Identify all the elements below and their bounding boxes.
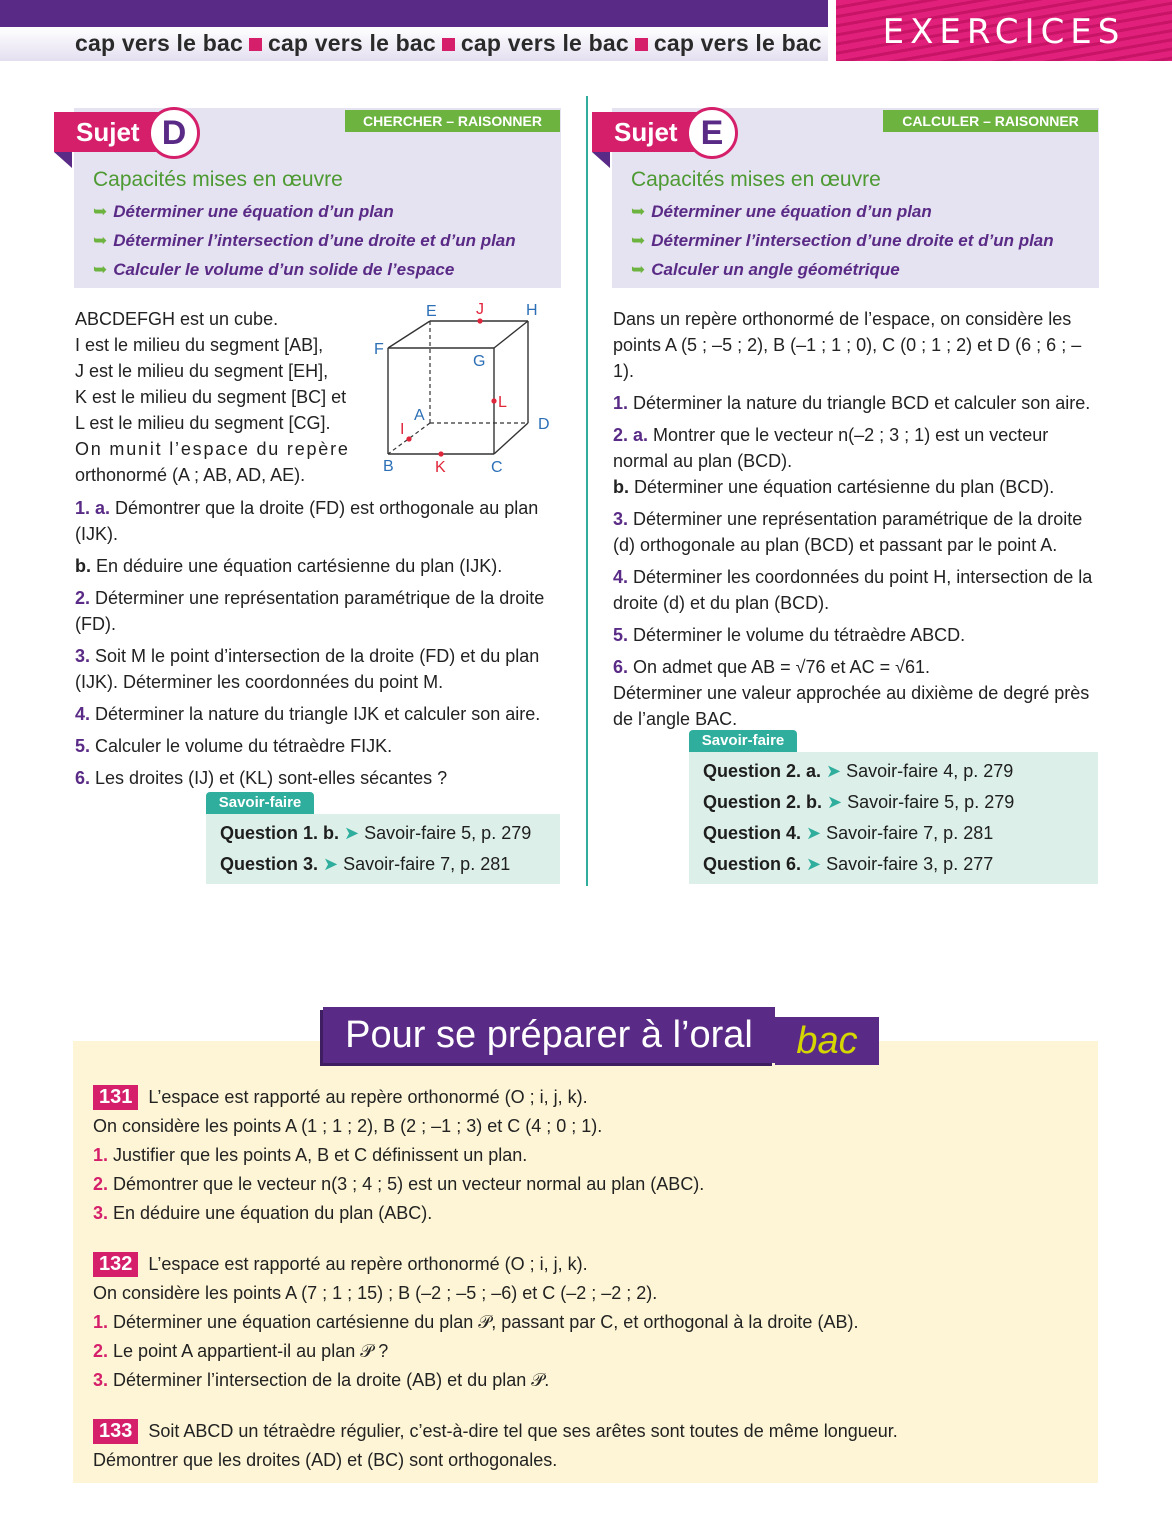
sujet-d-intro: ABCDEFGH est un cube. I est le milieu du segment [AB], J est le milieu du segment [EH], K est le milieu du segment [BC] et L est le milieu du segment [CG]. On munit l’espace du repère orthonormé (A ; AB, AD, AE). bbox=[75, 309, 350, 485]
sujet-e-cap-title: Capacités mises en œuvre bbox=[631, 168, 881, 191]
question-4: 4. Déterminer les coordonnées du point H, intersection de la droite (d) et du plan (BCD). bbox=[613, 567, 1093, 613]
question-3: 3. Soit M le point d’intersection de la droite (FD) et du plan (IJK). Déterminer les coordonnées du point M. bbox=[75, 646, 540, 692]
section-title: EXERCICES bbox=[882, 12, 1126, 52]
square-icon bbox=[249, 38, 262, 51]
oral-exercises bbox=[93, 1083, 1083, 1475]
question-3: 3. Déterminer une représentation paramétrique de la droite (d) orthogonale au plan (BCD) et passant par le point A. bbox=[613, 509, 1083, 555]
question-2a: 2. a. Montrer que le vecteur n(–2 ; 3 ; 1) est un vecteur normal au plan (BCD). bbox=[613, 425, 1049, 471]
sujet-d-savoir-faire-box bbox=[206, 814, 560, 884]
sujet-e-cap-item: ➥ Déterminer une équation d’un plan bbox=[631, 202, 932, 221]
triangle-right-icon: ➤ bbox=[344, 823, 360, 843]
cube-label-l: L bbox=[498, 394, 507, 411]
savoir-faire-line: Question 4. ➤ Savoir-faire 7, p. 281 bbox=[703, 823, 994, 843]
arrow-right-icon: ➥ bbox=[631, 260, 646, 279]
sujet-e-cap-item: ➥ Calculer un angle géométrique bbox=[631, 260, 900, 279]
triangle-right-icon: ➤ bbox=[806, 854, 822, 874]
exercise-number: 131 bbox=[93, 1085, 138, 1110]
triangle-right-icon: ➤ bbox=[806, 823, 822, 843]
question-2: 2. Déterminer une représentation paramétrique de la droite (FD). bbox=[75, 588, 545, 634]
savoir-faire-line: Question 2. b. ➤ Savoir-faire 5, p. 279 bbox=[703, 792, 1015, 812]
arrow-right-icon: ➥ bbox=[631, 202, 646, 221]
oral-bac-tag: bac bbox=[775, 1017, 879, 1065]
cap-segment: cap vers le bac bbox=[75, 30, 243, 56]
header-bar bbox=[0, 0, 828, 27]
question-4: 4. Déterminer la nature du triangle IJK et calculer son aire. bbox=[75, 704, 541, 724]
question-6-follow: Déterminer une valeur approchée au dixième de degré près de l’angle BAC. bbox=[613, 683, 1090, 729]
sujet-e-label: Sujet bbox=[592, 112, 718, 152]
square-icon bbox=[442, 38, 455, 51]
sujet-e-intro: Dans un repère orthonormé de l’espace, on considère les points A (5 ; –5 ; 2), B (–1 ; 1 ; 0), C (0 ; 1 ; 2) et D (6 ; 6 ; –1). bbox=[613, 309, 1082, 381]
cap-segment: cap vers le bac bbox=[460, 30, 629, 56]
cube-label-i: I bbox=[400, 421, 405, 438]
cube-label-b: B bbox=[383, 458, 394, 475]
arrow-right-icon: ➥ bbox=[631, 231, 646, 250]
sujet-d-cap-title: Capacités mises en œuvre bbox=[93, 168, 343, 191]
question-5: 5. Calculer le volume du tétraèdre FIJK. bbox=[75, 736, 393, 756]
triangle-right-icon: ➤ bbox=[827, 792, 843, 812]
arrow-right-icon: ➥ bbox=[93, 260, 108, 279]
question-1b: b. En déduire une équation cartésienne du plan (IJK). bbox=[75, 556, 503, 576]
exercise-133: 133 Soit ABCD un tétraèdre régulier, c’est-à-dire tel que ses arêtes sont toutes de même longueur. Démontrer que les droites (AD) et (BC) sont orthogonales. bbox=[93, 1420, 898, 1470]
cube-label-h: H bbox=[526, 302, 538, 319]
cube-label-j: J bbox=[476, 301, 484, 318]
sujet-e-tag: CALCULER – RAISONNER bbox=[883, 110, 1098, 132]
sujet-e-fold bbox=[592, 152, 610, 168]
sujet-e-letter: E bbox=[686, 107, 738, 159]
sujet-d-cap-item: ➥ Déterminer une équation d’un plan bbox=[93, 202, 394, 221]
arrow-right-icon: ➥ bbox=[93, 231, 108, 250]
triangle-right-icon: ➤ bbox=[826, 761, 842, 781]
savoir-faire-line: Question 3. ➤ Savoir-faire 7, p. 281 bbox=[220, 854, 511, 874]
sujet-e-body bbox=[613, 306, 1101, 732]
cube-figure bbox=[370, 296, 560, 486]
sujet-d-savoir-faire-tag: Savoir-faire bbox=[206, 792, 314, 814]
exercise-number: 132 bbox=[93, 1252, 138, 1277]
exercise-number: 133 bbox=[93, 1419, 138, 1444]
sujet-d-cap-item: ➥ Déterminer l’intersection d’une droite et d’un plan bbox=[93, 231, 516, 250]
sujet-d-label: Sujet bbox=[54, 112, 180, 152]
sujet-e-cap-item: ➥ Déterminer l’intersection d’une droite et d’un plan bbox=[631, 231, 1054, 250]
question-6: 6. Les droites (IJ) et (KL) sont-elles sécantes ? bbox=[75, 768, 448, 788]
cube-label-f: F bbox=[374, 341, 384, 358]
sujet-e-savoir-faire-box bbox=[689, 752, 1098, 884]
cap-segment: cap vers le bac bbox=[653, 30, 822, 56]
savoir-faire-line: Question 1. b. ➤ Savoir-faire 5, p. 279 bbox=[220, 823, 532, 843]
question-5: 5. Déterminer le volume du tétraèdre ABCD. bbox=[613, 625, 966, 645]
question-1: 1. Déterminer la nature du triangle BCD et calculer son aire. bbox=[613, 393, 1091, 413]
sujet-d-letter: D bbox=[148, 107, 200, 159]
question-1a: 1. a. Démontrer que la droite (FD) est orthogonale au plan (IJK). bbox=[75, 498, 539, 544]
question-2b: b. Déterminer une équation cartésienne du plan (BCD). bbox=[613, 477, 1055, 497]
cube-label-a: A bbox=[414, 407, 425, 424]
triangle-right-icon: ➤ bbox=[323, 854, 339, 874]
arrow-right-icon: ➥ bbox=[93, 202, 108, 221]
cube-label-e: E bbox=[426, 303, 437, 320]
sujet-d-tag: CHERCHER – RAISONNER bbox=[345, 110, 560, 132]
sujet-d-fold bbox=[54, 152, 72, 168]
cube-label-c: C bbox=[491, 459, 503, 476]
cube-label-d: D bbox=[538, 416, 550, 433]
exercise-132: 132 L’espace est rapporté au repère orthonormé (O ; i, j, k). On considère les points A (7 ; 1 ; 15) ; B (–2 ; –5 ; –6) et C (–2 ; –2 ; 2). 1. Déterminer une équation cartésienne du plan 𝒫, passant par C, et orthogonal à la droite (AB). 2. Le point A appartient-il au plan 𝒫 ? 3. Déterminer l’intersection de la droite (AB) et du plan 𝒫. bbox=[93, 1253, 859, 1390]
sujet-e-savoir-faire-tag: Savoir-faire bbox=[689, 730, 797, 752]
column-divider bbox=[586, 96, 588, 886]
exercise-131: 131 L’espace est rapporté au repère orthonormé (O ; i, j, k). On considère les points A (1 ; 1 ; 2), B (2 ; –1 ; 3) et C (4 ; 0 ; 1). 1. Justifier que les points A, B et C définissent un plan. 2. Démontrer que le vecteur n(3 ; 4 ; 5) est un vecteur normal au plan (ABC). 3. En déduire une équation du plan (ABC). bbox=[93, 1086, 705, 1223]
savoir-faire-line: Question 6. ➤ Savoir-faire 3, p. 277 bbox=[703, 854, 994, 874]
sujet-d-cap-item: ➥ Calculer le volume d’un solide de l’espace bbox=[93, 260, 455, 279]
cap-segment: cap vers le bac bbox=[267, 30, 436, 56]
square-icon bbox=[635, 38, 648, 51]
sujet-d-questions bbox=[75, 495, 565, 791]
cube-label-g: G bbox=[473, 353, 486, 370]
question-6: 6. On admet que AB = √76 et AC = √61. bbox=[613, 657, 930, 677]
cube-label-k: K bbox=[435, 459, 446, 476]
savoir-faire-line: Question 2. a. ➤ Savoir-faire 4, p. 279 bbox=[703, 761, 1014, 781]
cap-vers-le-bac bbox=[75, 30, 822, 57]
oral-banner: Pour se préparer à l’oral bbox=[323, 1007, 775, 1063]
